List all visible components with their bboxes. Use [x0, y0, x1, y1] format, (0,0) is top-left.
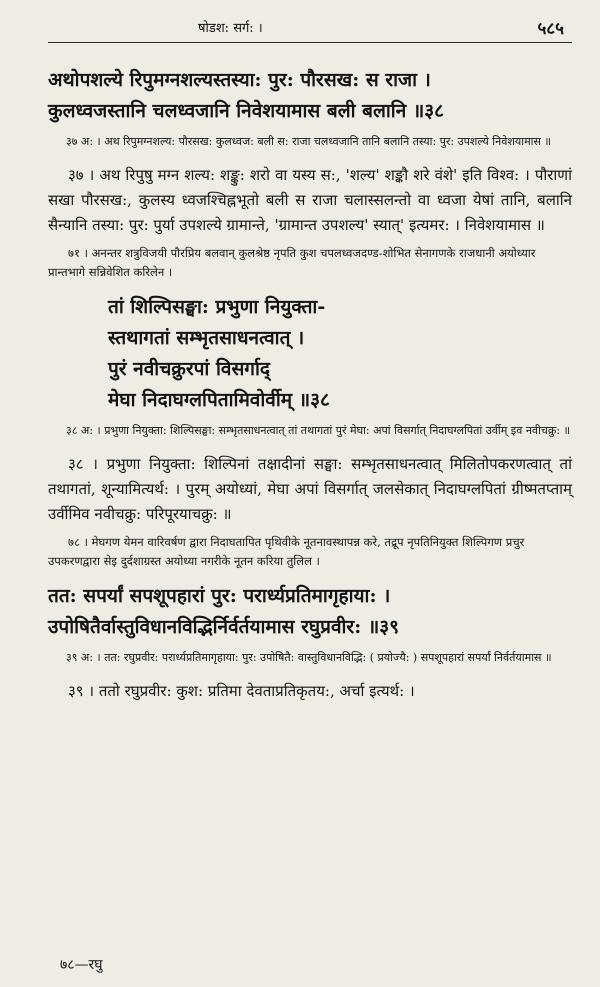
verse-line: तां शिल्पिसङ्घा: प्रभुणा नियुक्ता- — [108, 296, 326, 318]
verse-line: अथोपशल्ये रिपुमग्नशल्यस्तस्या: पुर: पौरसख: स राजा । — [48, 69, 431, 91]
verse-line: उपोषितैर्वास्तुविधानविद्भिर्निर्वर्तयामास रघुप्रवीर: ॥३९ — [48, 616, 399, 638]
translation-text: ७८ । मेघगण येमन वारिवर्षण द्वारा निदाघतापित पृथिवीके नूतनावस्थापन्न करे, तद्रूप नृपतिनियुक्त शिल्पिगण प्रचुर उपकरणद्वारा सेइ दुर्दशाग्रस्त अयोध्या नगरीके नूतन करिया तुलिल । — [48, 535, 525, 568]
page-footer: ७८—रघु — [60, 957, 103, 973]
verse-line: स्तथागतां सम्भृतसाधनत्वात् । — [108, 327, 305, 349]
verse-block-39 — [48, 581, 572, 704]
verse-line: मेघा निदाघग्लपितामिवोर्वीम् ॥३८ — [108, 389, 330, 411]
page-content — [48, 12, 572, 710]
anvaya-text: ३७ अ: । अथ रिपुमग्नशल्य: पौरसख: कुलध्वज: बली स: राजा चलध्वजानि तानि बलानि तस्या: पुर: उपशल्ये निवेशयामास ॥ — [66, 135, 552, 148]
page-number: ५८५ — [537, 19, 564, 39]
translation-text: ७१ । अनन्तर शत्रुविजयी पौरप्रिय बलवान् कुलश्रेष्ठ नृपति कुश चपलध्वजदण्ड-शोभित सेनागणके राजधानी अयोध्यार प्रान्तभागे सन्निवेशित करिलेन । — [48, 246, 536, 279]
verse-block-38 — [48, 65, 572, 282]
anvaya-text: ३९ अ: । तत: रघुप्रवीर: परार्ध्यप्रतिमागृहाया: पुर: उपोषितै: वास्तुविधानविद्भि: ( प्रयोज्यै: ) सपशूपहारां सपर्यां निर्वर्तयामास ॥ — [66, 651, 552, 664]
verse-line: पुरं नवीचक्रुरपां विसर्गाद् — [108, 358, 270, 380]
gloss-text: ३७ । अथ रिपुषु मग्न शल्य: शङ्कु: शरो वा यस्य स:, 'शल्य' शङ्कौ शरे वंशे' इति विश्व: । पौराणां सखा पौरसख:, कुलस्य ध्वजश्चिह्नभूतो बली स राजा चलास्सलन्तो वा ध्वजा येषां तानि, बलानि सैन्यानि तस्या: पुर: पुर्या उपशल्ये ग्रामान्ते, 'ग्रामान्त उपशल्य' स्यात्' इत्यमर: । निवेशयामास ॥ — [48, 166, 572, 234]
anvaya-text: ३८ अ: । प्रभुणा नियुक्ता: शिल्पिसङ्घा: सम्भृतसाधनत्वात् तां तथागतां पुरं मेघा: अपां विसर्गात् निदाघग्लपितां उर्वीम् इव नवीचक्रु: ॥ — [66, 424, 571, 437]
verse-line: कुलध्वजस्तानि चलध्वजानि निवेशयामास बली बलानि ॥३८ — [48, 100, 445, 122]
verse-block-38b — [48, 292, 572, 571]
verse-line: तत: सपर्यां सपशूपहारां पुर: परार्ध्यप्रतिमागृहाया: । — [48, 585, 391, 607]
gloss-text: ३९ । ततो रघुप्रवीर: कुश: प्रतिमा देवताप्रतिकृतय:, अर्चा इत्यर्थ: । — [68, 682, 415, 700]
gloss-text: ३८ । प्रभुणा नियुक्ता: शिल्पिनां तक्षादीनां सङ्घा: सम्भृतसाधनत्वात् मिलितोपकरणत्वात् तां तथागतां, शून्यामित्यर्थ: । पुरम् अयोध्यां, मेघा अपां विसर्गात् जलसेकात् निदाघग्लपितां ग्रीष्मतप्ताम् उर्वीमिव नवीचक्रु: परिपूरयाचक्रु: ॥ — [48, 455, 572, 523]
running-title: षोडश: सर्ग: । — [198, 21, 263, 36]
page-header — [48, 12, 572, 43]
